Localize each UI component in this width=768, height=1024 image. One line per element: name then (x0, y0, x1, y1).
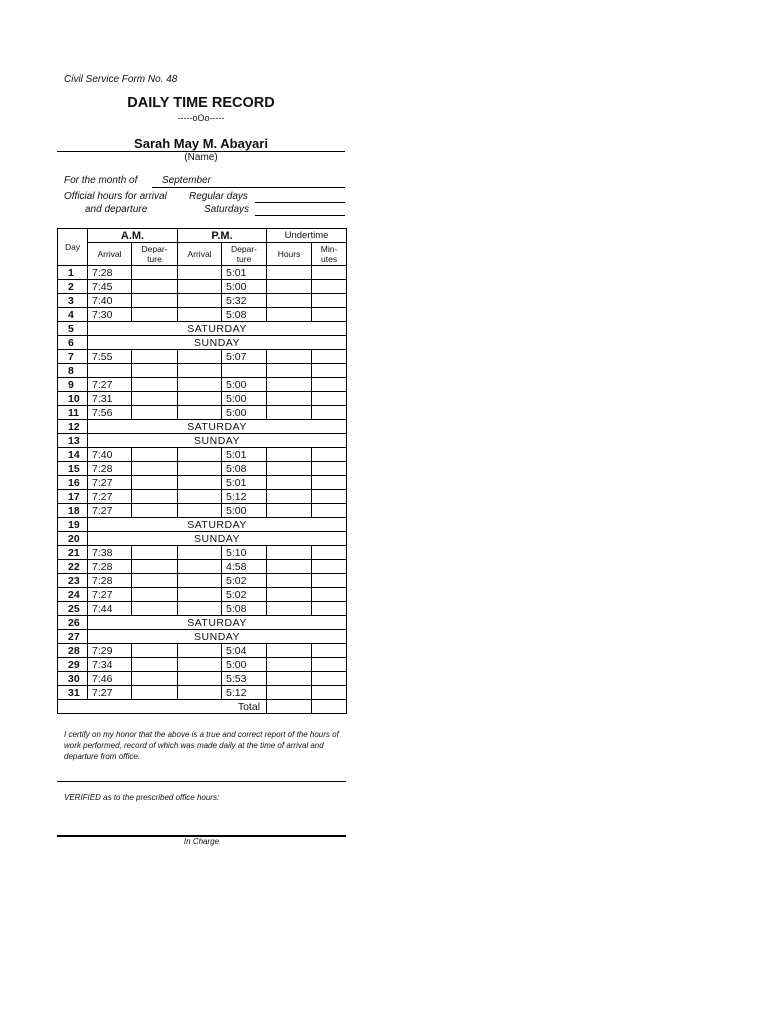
am-arrival-cell[interactable]: 7:40 (88, 448, 132, 462)
total-hours[interactable] (267, 700, 312, 714)
table-row (58, 658, 347, 672)
undertime-hours-cell[interactable] (267, 490, 312, 504)
pm-header: P.M. (178, 229, 267, 243)
pm-arrival-cell[interactable] (178, 266, 222, 280)
undertime-hours-cell[interactable] (267, 448, 312, 462)
table-row (58, 434, 347, 448)
table-row (58, 462, 347, 476)
month-label: For the month of (64, 175, 138, 186)
am-departure-cell[interactable] (132, 672, 178, 686)
undertime-hours-cell[interactable] (267, 560, 312, 574)
undertime-header: Undertime (267, 229, 347, 243)
pm-departure-cell[interactable]: 5:00 (222, 406, 267, 420)
undertime-hours-cell[interactable] (267, 266, 312, 280)
table-row (58, 602, 347, 616)
am-arrival-cell[interactable]: 7:30 (88, 308, 132, 322)
table-row (58, 308, 347, 322)
employee-name: Sarah May M. Abayari (134, 136, 268, 151)
pm-departure-cell[interactable]: 5:00 (222, 378, 267, 392)
table-row (58, 420, 347, 434)
undertime-minutes-cell[interactable] (312, 280, 347, 294)
am-arrival-cell[interactable]: 7:34 (88, 658, 132, 672)
minutes-header: Min- utes (312, 243, 347, 266)
undertime-hours-cell[interactable] (267, 406, 312, 420)
day-number: 1 (58, 266, 88, 280)
undertime-hours-cell[interactable] (267, 476, 312, 490)
pm-arrival-cell[interactable] (178, 686, 222, 700)
certification-text: I certify on my honor that the above is a true and correct report of the hours of work performed, record of which was made daily at the time of arrival and departure from office. (64, 730, 339, 761)
table-row (58, 476, 347, 490)
day-number: 24 (58, 588, 88, 602)
am-arrival-cell[interactable]: 7:27 (88, 504, 132, 518)
pm-arrival-cell[interactable] (178, 378, 222, 392)
day-number: 30 (58, 672, 88, 686)
pm-departure-cell[interactable]: 5:08 (222, 308, 267, 322)
pm-departure-cell[interactable]: 5:01 (222, 266, 267, 280)
table-row (58, 574, 347, 588)
table-row (58, 266, 347, 280)
pm-arrival-cell[interactable] (178, 560, 222, 574)
day-number: 4 (58, 308, 88, 322)
undertime-hours-cell[interactable] (267, 672, 312, 686)
day-number: 14 (58, 448, 88, 462)
pm-arrival-cell[interactable] (178, 588, 222, 602)
am-arrival-cell[interactable]: 7:31 (88, 392, 132, 406)
am-departure-cell[interactable] (132, 294, 178, 308)
pm-arrival-cell[interactable] (178, 406, 222, 420)
day-number: 18 (58, 504, 88, 518)
pm-arrival-cell[interactable] (178, 490, 222, 504)
pm-departure-cell[interactable]: 5:32 (222, 294, 267, 308)
day-number: 11 (58, 406, 88, 420)
undertime-minutes-cell[interactable] (312, 672, 347, 686)
pm-arrival-cell[interactable] (178, 448, 222, 462)
am-departure-cell[interactable] (132, 602, 178, 616)
total-spacer (58, 700, 222, 714)
table-row (58, 392, 347, 406)
weekend-label: SUNDAY (88, 630, 347, 644)
day-number: 25 (58, 602, 88, 616)
undertime-minutes-cell[interactable] (312, 504, 347, 518)
pm-arrival-cell[interactable] (178, 462, 222, 476)
pm-departure-cell[interactable]: 5:10 (222, 546, 267, 560)
weekend-label: SUNDAY (88, 532, 347, 546)
am-departure-cell[interactable] (132, 406, 178, 420)
undertime-minutes-cell[interactable] (312, 392, 347, 406)
pm-arrival-cell[interactable] (178, 294, 222, 308)
undertime-minutes-cell[interactable] (312, 462, 347, 476)
pm-departure-cell[interactable] (222, 364, 267, 378)
table-row (58, 504, 347, 518)
pm-departure-cell[interactable]: 5:01 (222, 448, 267, 462)
day-number: 19 (58, 518, 88, 532)
am-departure-cell[interactable] (132, 476, 178, 490)
total-minutes[interactable] (312, 700, 347, 714)
am-departure-cell[interactable] (132, 350, 178, 364)
day-number: 26 (58, 616, 88, 630)
undertime-hours-cell[interactable] (267, 574, 312, 588)
pm-departure-cell[interactable]: 5:04 (222, 644, 267, 658)
table-row (58, 294, 347, 308)
am-arrival-cell[interactable]: 7:56 (88, 406, 132, 420)
am-arrival-cell[interactable] (88, 364, 132, 378)
undertime-hours-cell[interactable] (267, 644, 312, 658)
table-row (58, 378, 347, 392)
am-arrival-cell[interactable]: 7:27 (88, 686, 132, 700)
undertime-minutes-cell[interactable] (312, 546, 347, 560)
am-arrival-cell[interactable]: 7:27 (88, 378, 132, 392)
day-number: 17 (58, 490, 88, 504)
am-arrival-cell[interactable]: 7:28 (88, 266, 132, 280)
table-row (58, 644, 347, 658)
hours-header: Hours (267, 243, 312, 266)
undertime-minutes-cell[interactable] (312, 602, 347, 616)
in-charge-label: In Charge (183, 837, 220, 846)
am-arrival-cell[interactable]: 7:28 (88, 560, 132, 574)
pm-departure-cell[interactable]: 5:08 (222, 462, 267, 476)
am-departure-cell[interactable] (132, 364, 178, 378)
am-departure-cell[interactable] (132, 546, 178, 560)
saturdays-field[interactable] (255, 204, 345, 216)
am-arrival-cell[interactable]: 7:27 (88, 588, 132, 602)
undertime-minutes-cell[interactable] (312, 308, 347, 322)
undertime-hours-cell[interactable] (267, 504, 312, 518)
pm-departure-cell[interactable]: 5:07 (222, 350, 267, 364)
pm-arrival-cell[interactable] (178, 476, 222, 490)
pm-departure-cell[interactable]: 5:00 (222, 392, 267, 406)
undertime-hours-cell[interactable] (267, 686, 312, 700)
day-number: 21 (58, 546, 88, 560)
undertime-hours-cell[interactable] (267, 392, 312, 406)
undertime-minutes-cell[interactable] (312, 364, 347, 378)
am-departure-cell[interactable] (132, 280, 178, 294)
am-arrival-cell[interactable]: 7:28 (88, 462, 132, 476)
undertime-minutes-cell[interactable] (312, 378, 347, 392)
pm-departure-cell[interactable]: 5:12 (222, 686, 267, 700)
time-record-table (57, 228, 347, 714)
am-departure-cell[interactable] (132, 560, 178, 574)
weekend-label: SUNDAY (88, 336, 347, 350)
month-value: September (162, 175, 211, 186)
am-arrival-cell[interactable]: 7:27 (88, 476, 132, 490)
am-departure-cell[interactable] (132, 490, 178, 504)
table-row (58, 546, 347, 560)
undertime-hours-cell[interactable] (267, 378, 312, 392)
undertime-hours-cell[interactable] (267, 658, 312, 672)
day-number: 10 (58, 392, 88, 406)
undertime-minutes-cell[interactable] (312, 574, 347, 588)
undertime-minutes-cell[interactable] (312, 686, 347, 700)
day-number: 20 (58, 532, 88, 546)
am-departure-cell[interactable] (132, 266, 178, 280)
day-number: 15 (58, 462, 88, 476)
am-departure-cell[interactable] (132, 686, 178, 700)
day-number: 8 (58, 364, 88, 378)
undertime-hours-cell[interactable] (267, 294, 312, 308)
am-arrival-cell[interactable]: 7:44 (88, 602, 132, 616)
am-departure-cell[interactable] (132, 658, 178, 672)
weekend-label: SATURDAY (88, 616, 347, 630)
time-record-body (58, 266, 347, 700)
table-row (58, 630, 347, 644)
regular-days-field[interactable] (255, 191, 345, 203)
pm-departure-cell[interactable]: 5:00 (222, 280, 267, 294)
day-number: 3 (58, 294, 88, 308)
undertime-hours-cell[interactable] (267, 602, 312, 616)
pm-arrival-cell[interactable] (178, 392, 222, 406)
undertime-hours-cell[interactable] (267, 364, 312, 378)
undertime-hours-cell[interactable] (267, 546, 312, 560)
weekend-label: SATURDAY (88, 420, 347, 434)
table-row (58, 672, 347, 686)
table-row (58, 350, 347, 364)
undertime-minutes-cell[interactable] (312, 644, 347, 658)
title-ornament: -----oOo----- (177, 113, 225, 123)
pm-arrival-cell[interactable] (178, 504, 222, 518)
pm-departure-cell[interactable]: 5:02 (222, 574, 267, 588)
am-departure-cell[interactable] (132, 574, 178, 588)
am-arrival-cell[interactable]: 7:46 (88, 672, 132, 686)
pm-arrival-cell[interactable] (178, 350, 222, 364)
am-departure-cell[interactable] (132, 644, 178, 658)
undertime-minutes-cell[interactable] (312, 406, 347, 420)
am-departure-cell[interactable] (132, 308, 178, 322)
am-departure-cell[interactable] (132, 378, 178, 392)
table-row (58, 336, 347, 350)
table-row (58, 588, 347, 602)
name-caption: (Name) (184, 152, 218, 163)
pm-departure-cell[interactable]: 5:53 (222, 672, 267, 686)
day-number: 22 (58, 560, 88, 574)
regular-days-label: Regular days (189, 191, 248, 202)
day-number: 9 (58, 378, 88, 392)
undertime-minutes-cell[interactable] (312, 448, 347, 462)
am-departure-cell[interactable] (132, 392, 178, 406)
table-row (58, 406, 347, 420)
am-departure-cell[interactable] (132, 504, 178, 518)
am-arrival-cell[interactable]: 7:45 (88, 280, 132, 294)
total-label: Total (222, 700, 267, 714)
pm-arrival-cell[interactable] (178, 364, 222, 378)
undertime-minutes-cell[interactable] (312, 490, 347, 504)
am-arrival-cell[interactable]: 7:55 (88, 350, 132, 364)
table-row (58, 490, 347, 504)
day-number: 27 (58, 630, 88, 644)
undertime-minutes-cell[interactable] (312, 294, 347, 308)
table-row (58, 280, 347, 294)
undertime-minutes-cell[interactable] (312, 476, 347, 490)
official-hours-label: Official hours for arrival (64, 191, 167, 202)
day-number: 2 (58, 280, 88, 294)
pm-arrival-cell[interactable] (178, 658, 222, 672)
pm-departure-cell[interactable]: 5:08 (222, 602, 267, 616)
pm-departure-cell[interactable]: 5:01 (222, 476, 267, 490)
undertime-hours-cell[interactable] (267, 350, 312, 364)
day-number: 23 (58, 574, 88, 588)
official-hours-label-2: and departure (85, 204, 148, 215)
pm-departure-cell[interactable]: 5:12 (222, 490, 267, 504)
pm-arrival-cell[interactable] (178, 672, 222, 686)
day-number: 13 (58, 434, 88, 448)
pm-arrival-cell[interactable] (178, 280, 222, 294)
day-number: 5 (58, 322, 88, 336)
pm-arrival-cell[interactable] (178, 644, 222, 658)
pm-departure-cell[interactable]: 4:58 (222, 560, 267, 574)
undertime-minutes-cell[interactable] (312, 658, 347, 672)
table-row (58, 616, 347, 630)
table-row (58, 686, 347, 700)
undertime-minutes-cell[interactable] (312, 266, 347, 280)
undertime-minutes-cell[interactable] (312, 350, 347, 364)
am-arrival-header: Arrival (88, 243, 132, 266)
table-row (58, 518, 347, 532)
verified-text: VERIFIED as to the prescribed office hours: (64, 793, 220, 802)
am-departure-cell[interactable] (132, 462, 178, 476)
day-number: 12 (58, 420, 88, 434)
day-number: 16 (58, 476, 88, 490)
pm-arrival-cell[interactable] (178, 308, 222, 322)
pm-arrival-cell[interactable] (178, 602, 222, 616)
am-arrival-cell[interactable]: 7:28 (88, 574, 132, 588)
form-number: Civil Service Form No. 48 (64, 74, 178, 85)
pm-arrival-cell[interactable] (178, 546, 222, 560)
undertime-hours-cell[interactable] (267, 308, 312, 322)
saturdays-label: Saturdays (204, 204, 250, 215)
am-arrival-cell[interactable]: 7:40 (88, 294, 132, 308)
day-number: 28 (58, 644, 88, 658)
day-number: 7 (58, 350, 88, 364)
document-title: DAILY TIME RECORD (127, 95, 275, 111)
am-header: A.M. (88, 229, 178, 243)
weekend-label: SUNDAY (88, 434, 347, 448)
pm-departure-cell[interactable]: 5:02 (222, 588, 267, 602)
am-departure-header: Depar- ture (132, 243, 178, 266)
am-departure-cell[interactable] (132, 588, 178, 602)
undertime-minutes-cell[interactable] (312, 560, 347, 574)
weekend-label: SATURDAY (88, 518, 347, 532)
pm-arrival-header: Arrival (178, 243, 222, 266)
table-row (58, 448, 347, 462)
table-row (58, 322, 347, 336)
day-number: 29 (58, 658, 88, 672)
pm-departure-header: Depar- ture (222, 243, 267, 266)
day-number: 31 (58, 686, 88, 700)
table-row (58, 560, 347, 574)
undertime-hours-cell[interactable] (267, 462, 312, 476)
weekend-label: SATURDAY (88, 322, 347, 336)
am-departure-cell[interactable] (132, 448, 178, 462)
undertime-hours-cell[interactable] (267, 280, 312, 294)
am-arrival-cell[interactable]: 7:38 (88, 546, 132, 560)
table-row (58, 364, 347, 378)
month-field[interactable] (152, 175, 345, 188)
day-header: Day (58, 229, 88, 266)
pm-arrival-cell[interactable] (178, 574, 222, 588)
pm-departure-cell[interactable]: 5:00 (222, 504, 267, 518)
day-number: 6 (58, 336, 88, 350)
am-arrival-cell[interactable]: 7:27 (88, 490, 132, 504)
signature-line (57, 781, 346, 782)
table-row (58, 532, 347, 546)
undertime-minutes-cell[interactable] (312, 588, 347, 602)
undertime-hours-cell[interactable] (267, 588, 312, 602)
am-arrival-cell[interactable]: 7:29 (88, 644, 132, 658)
pm-departure-cell[interactable]: 5:00 (222, 658, 267, 672)
